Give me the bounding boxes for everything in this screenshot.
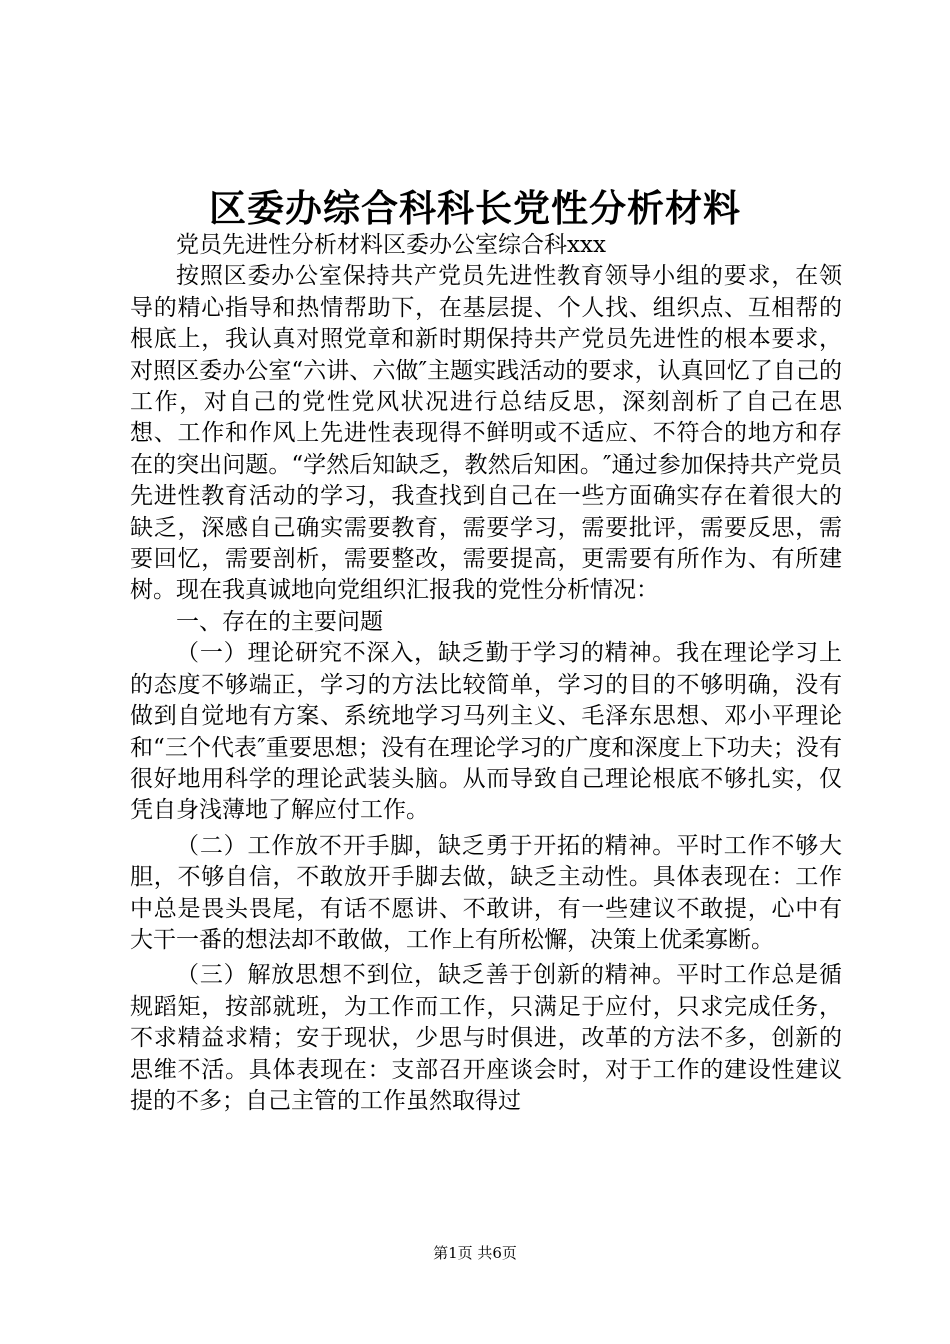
document-title: 区委办综合科科长党性分析材料 bbox=[209, 186, 741, 230]
problem-paragraph-1: （一）理论研究不深入，缺乏勤于学习的精神。我在理论学习上的态度不够端正，学习的方法比较简单，学习的目的不够明确，没有做到自觉地有方案、系统地学习马列主义、毛泽东思想、邓小平理论和“三个代表″重要思想；没有在理论学习的广度和深度上下功夫；没有很好地用科学的理论武装头脑。从而导致自己理论根底不够扎实，仅凭自身浅薄地了解应付工作。 bbox=[130, 640, 842, 824]
problem-paragraph-3: （三）解放思想不到位，缺乏善于创新的精神。平时工作总是循规蹈矩，按部就班，为工作而工作，只满足于应付，只求完成任务，不求精益求精；安于现状，少思与时俱进，改革的方法不多，创新的思维不活。具体表现在：支部召开座谈会时，对于工作的建设性建议提的不多；自己主管的工作虽然取得过 bbox=[130, 962, 842, 1114]
subtitle-paragraph: 党员先进性分析材料区委办公室综合科xxx bbox=[176, 232, 606, 258]
intro-paragraph: 按照区委办公室保持共产党员先进性教育领导小组的要求，在领导的精心指导和热情帮助下，在基层提、个人找、组织点、互相帮的根底上，我认真对照党章和新时期保持共产党员先进性的根本要求，对照区委办公室“六讲、六做″主题实践活动的要求，认真回忆了自己的工作，对自己的党性党风状况进行总结反思，深刻剖析了自己在思想、工作和作风上先进性表现得不鲜明或不适应、不符合的地方和存在的突出问题。“学然后知缺乏，教然后知困。″通过参加保持共产党员先进性教育活动的学习，我查找到自己在一些方面确实存在着很大的缺乏，深感自己确实需要教育，需要学习，需要批评，需要反思，需要回忆，需要剖析，需要整改，需要提高，更需要有所作为、有所建树。现在我真诚地向党组织汇报我的党性分析情况： bbox=[130, 263, 842, 604]
problem-paragraph-2: （二）工作放不开手脚，缺乏勇于开拓的精神。平时工作不够大胆，不够自信，不敢放开手脚去做，缺乏主动性。具体表现在：工作中总是畏头畏尾，有话不愿讲、不敢讲，有一些建议不敢提，心中有大干一番的想法却不敢做，工作上有所松懈，决策上优柔寡断。 bbox=[130, 832, 842, 953]
section-heading: 一、存在的主要问题 bbox=[176, 608, 383, 635]
document-body bbox=[130, 230, 842, 1117]
page-number-footer: 第1页 共6页 bbox=[433, 1244, 517, 1262]
